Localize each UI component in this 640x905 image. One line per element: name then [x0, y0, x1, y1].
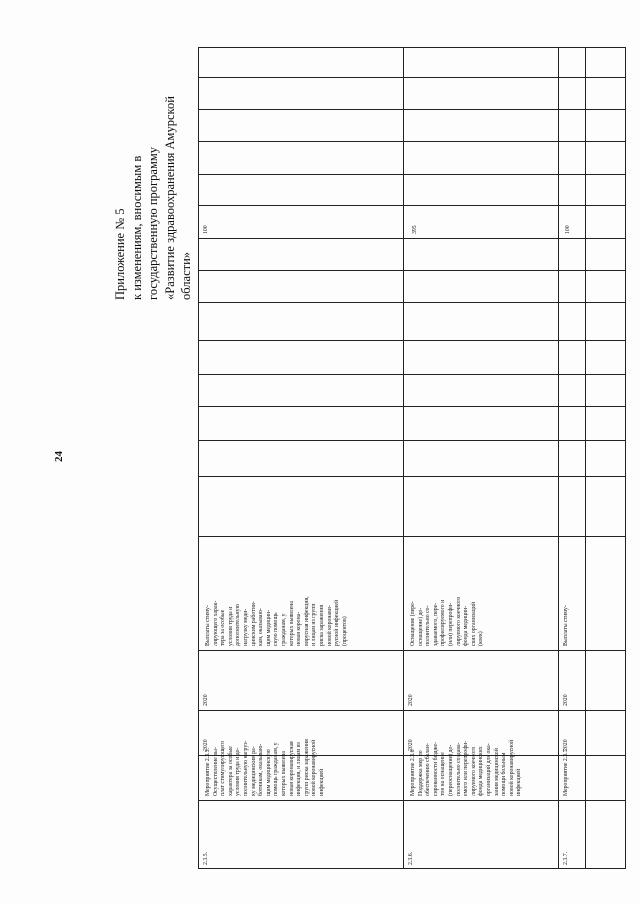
- table-line: [198, 406, 625, 407]
- table-border-bottom: [198, 868, 625, 869]
- table-line: [198, 374, 625, 375]
- row-number: 2.3.5.: [203, 851, 209, 865]
- row-name: Мероприятие 2.3.7: [563, 749, 569, 796]
- table-line: [198, 800, 625, 801]
- table-line: [198, 77, 625, 78]
- table-line: [198, 536, 625, 537]
- table-line: [198, 650, 625, 651]
- indicator-name: Оснащение (пере- оснащение) до- полнительно со- здаваемого, пере- профилируемого и (или) перепрофи- лируемого коечного фонда медицин- ских организаций (коек): [410, 596, 485, 646]
- end-year: 2020: [563, 694, 569, 706]
- indicator-value: 395: [412, 225, 418, 234]
- table-line: [198, 710, 625, 711]
- table-line: [198, 270, 625, 271]
- row-number: 2.3.6.: [408, 851, 414, 865]
- table-line: [198, 302, 625, 303]
- row-number: 2.3.7.: [563, 851, 569, 865]
- page-number: 24: [53, 451, 65, 462]
- table-line: [198, 174, 625, 175]
- table-line: [198, 340, 625, 341]
- table-line: [198, 440, 625, 441]
- table-line: [198, 476, 625, 477]
- indicator-value: 100: [565, 225, 571, 234]
- indicator-name: Выплаты стиму- лирующего харак- тера за особые условия труда и дополнительную нагрузку меди- цинским работни- кам, оказываю- щим медицин- скую помощь гражданам, у которых выявлена новая корона- вирусная инфекция, и лицам из групп риска заражения новой коронави- русной инфекцией (процентов): [205, 596, 348, 646]
- table-line: [198, 141, 625, 142]
- row-separator: [585, 47, 586, 869]
- row-name: Мероприятие 2.3.6 Поддержка мер по обеспечению сбалан- сированности бюдже- тов на оснащение (переоснащение) до- полнительно создава- емого или перепрофи- лируемого коечного фонда медицинских организаций для ока- зания медицинской помощи больным новой коронавирусной инфекцией: [410, 739, 523, 796]
- start-year: 2020: [203, 739, 209, 751]
- appendix-header: Приложение № 5 к изменениям, вносимым в государственную программу «Развитие здравоохранения Амурской области»: [113, 96, 193, 300]
- table-line: [198, 238, 625, 239]
- row-separator: [558, 47, 559, 869]
- indicator-value: 100: [203, 225, 209, 234]
- table-border-left: [198, 47, 199, 869]
- row-name: Мероприятие 2.3.5. Осуществление вы- плат стимулирующего характера за особые условия труда и до- полнительную нагруз- ку медицинским ра- ботникам, оказываю- щим медицинскую помощь гражданам, у которых выявлена новая коронавирусная инфекция, и лицам из групп риска заражения новой коронавирусной инфекцией: [205, 739, 325, 796]
- table-border-right: [625, 47, 626, 869]
- table-border-top: [198, 47, 625, 48]
- table-line: [198, 109, 625, 110]
- row-separator: [403, 47, 404, 869]
- start-year: 2020: [563, 739, 569, 751]
- start-year: 2020: [408, 739, 414, 751]
- indicator-name: Выплаты стиму-: [563, 605, 569, 646]
- end-year: 2020: [203, 694, 209, 706]
- end-year: 2020: [408, 694, 414, 706]
- table-line: [198, 205, 625, 206]
